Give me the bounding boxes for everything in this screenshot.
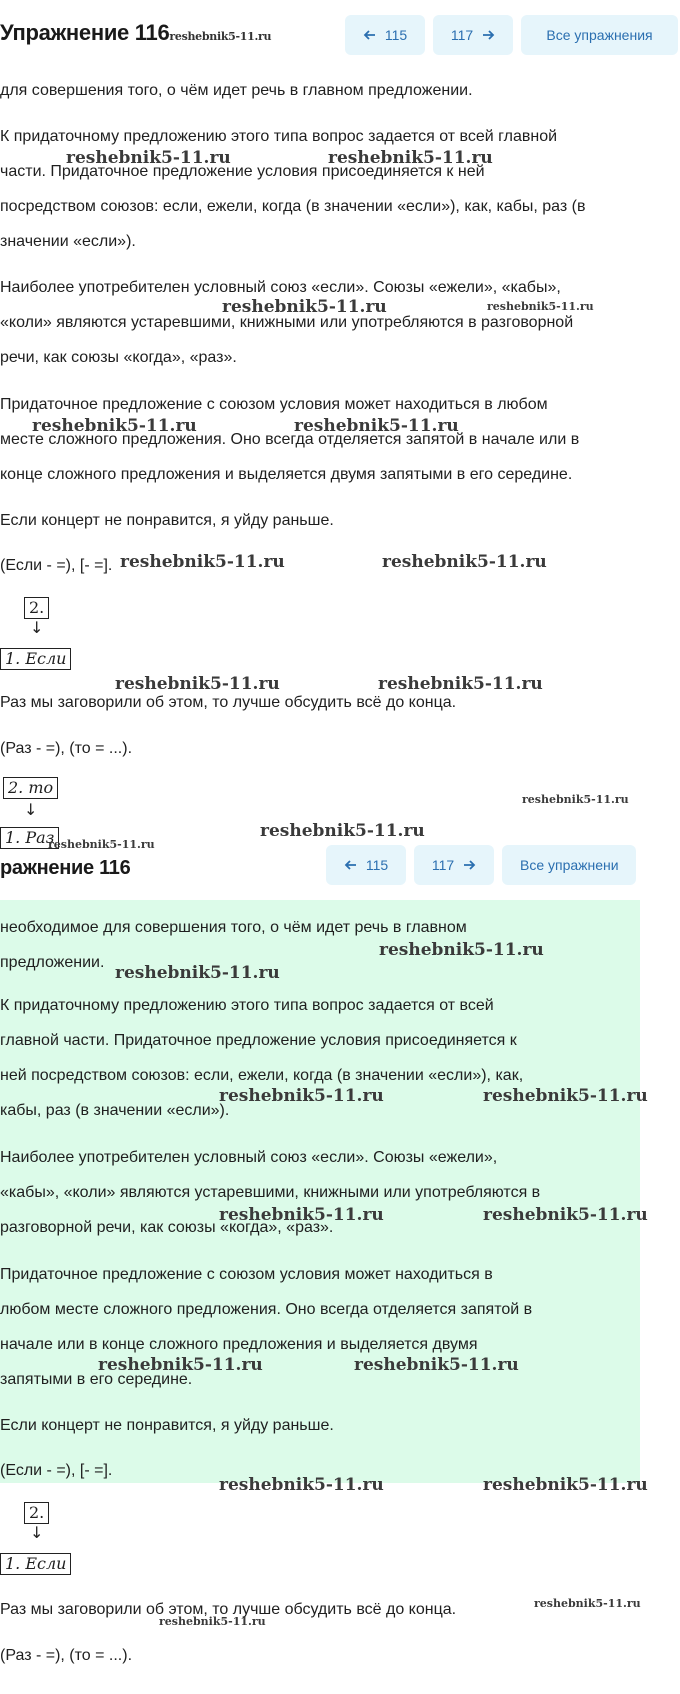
watermark: reshebnik5-11.ru [483,1086,648,1106]
schema-arrow-icon: ↓ [30,1523,44,1542]
watermark: reshebnik5-11.ru [378,674,543,694]
prev-exercise-button[interactable] [345,15,425,55]
example-scheme: (Если - =), [- =]. [0,557,113,574]
next-exercise-label: 117 [450,27,474,43]
example-sentence: Раз мы заговорили об этом, то лучше обсудить всё до конца. [0,1601,457,1618]
watermark: reshebnik5-11.ru [483,1475,648,1495]
arrow-left-icon [344,858,358,872]
paragraph-line: конце сложного предложения и выделяется двумя запятыми в его середине. [0,466,573,483]
paragraph-line: ней посредством союзов: если, ежели, когда (в значении «если»), как, [0,1067,524,1084]
schema-main-clause-box: 2. [24,597,49,619]
watermark: reshebnik5-11.ru [379,940,544,960]
paragraph-line: предложении. [0,954,105,971]
watermark: reshebnik5-11.ru [48,838,155,851]
paragraph-line: любом месте сложного предложения. Оно всегда отделяется запятой в [0,1301,533,1318]
paragraph-line: кабы, раз (в значении «если»). [0,1102,230,1119]
watermark: reshebnik5-11.ru [487,300,594,313]
paragraph-line: Придаточное предложение с союзом условия может находиться в любом [0,396,548,413]
all-exercises-label: Все упражнения [546,27,653,43]
watermark: reshebnik5-11.ru [222,297,387,317]
watermark: reshebnik5-11.ru [219,1205,384,1225]
paragraph-line: необходимое для совершения того, о чём идет речь в главном [0,919,467,936]
watermark: reshebnik5-11.ru [522,793,629,806]
prev-exercise-button[interactable] [326,845,406,885]
example-sentence: Если концерт не понравится, я уйду раньше. [0,512,334,529]
next-exercise-button[interactable] [433,15,513,55]
watermark: reshebnik5-11.ru [115,963,280,983]
page-title [0,20,271,46]
example-scheme: (Раз - =), (то = ...). [0,1647,133,1664]
watermark: reshebnik5-11.ru [382,552,547,572]
paragraph-line: части. Придаточное предложение условия присоединяется к ней [0,163,485,180]
example-scheme: (Если - =), [- =]. [0,1462,113,1479]
watermark: reshebnik5-11.ru [219,1475,384,1495]
schema-sub-clause-box: 1. Если [0,648,71,670]
watermark: reshebnik5-11.ru [98,1355,263,1375]
page-title: ражнение 116 [0,857,131,879]
prev-exercise-label: 115 [365,857,389,873]
watermark: reshebnik5-11.ru [483,1205,648,1225]
page-title-text: Упражнение 116 [0,20,170,45]
paragraph-line: начале или в конце сложного предложения и выделяется двумя [0,1336,478,1353]
paragraph-line: значении «если»). [0,233,136,250]
paragraph-line: Придаточное предложение с союзом условия может находиться в [0,1266,493,1283]
paragraph-line: «кабы», «коли» являются устаревшими, книжными или употребляются в [0,1184,541,1201]
arrow-right-icon [462,858,476,872]
watermark: reshebnik5-11.ru [260,821,425,841]
watermark: reshebnik5-11.ru [219,1086,384,1106]
watermark: reshebnik5-11.ru [115,674,280,694]
next-exercise-button[interactable] [414,845,494,885]
schema-main-clause-box: 2. [24,1502,49,1524]
watermark: reshebnik5-11.ru [159,1615,266,1628]
arrow-right-icon [481,28,495,42]
watermark: reshebnik5-11.ru [328,148,493,168]
watermark: reshebnik5-11.ru [120,552,285,572]
watermark: reshebnik5-11.ru [294,416,459,436]
schema-arrow-icon: ↓ [30,618,44,637]
paragraph-line: К придаточному предложению этого типа вопрос задается от всей главной [0,128,558,145]
schema-arrow-icon: ↓ [24,800,38,819]
paragraph-line: разговорной речи, как союзы «когда», «раз». [0,1219,334,1236]
schema-sub-clause-box: 1. Если [0,1553,71,1575]
paragraph-line: главной части. Придаточное предложение условия присоединяется к [0,1032,517,1049]
all-exercises-button[interactable] [502,845,636,885]
example-sentence: Если концерт не понравится, я уйду раньше. [0,1417,334,1434]
arrow-left-icon [363,28,377,42]
paragraph-line: запятыми в его середине. [0,1371,193,1388]
paragraph-line: Наиболее употребителен условный союз «если». Союзы «ежели», «кабы», [0,279,561,296]
example-sentence: Раз мы заговорили об этом, то лучше обсудить всё до конца. [0,694,457,711]
paragraph-line: Наиболее употребителен условный союз «если». Союзы «ежели», [0,1149,498,1166]
watermark: reshebnik5-11.ru [32,416,197,436]
schema-sub-clause-box: 1. Раз [0,827,59,849]
paragraph-line: речи, как союзы «когда», «раз». [0,349,237,366]
paragraph-line: месте сложного предложения. Оно всегда отделяется запятой в начале или в [0,431,580,448]
watermark: reshebnik5-11.ru [354,1355,519,1375]
paragraph-line: К придаточному предложению этого типа вопрос задается от всей [0,997,494,1014]
watermark: reshebnik5-11.ru [66,148,231,168]
all-exercises-label: Все упражнени [520,857,619,873]
paragraph-line: посредством союзов: если, ежели, когда (в значении «если»), как, кабы, раз (в [0,198,586,215]
watermark: reshebnik5-11.ru [534,1597,641,1610]
paragraph-line: для совершения того, о чём идет речь в главном предложении. [0,82,473,99]
schema-main-clause-box: 2. то [3,777,58,799]
paragraph-line: «коли» являются устаревшими, книжными или употребляются в разговорной [0,314,574,331]
next-exercise-label: 117 [431,857,455,873]
example-scheme: (Раз - =), (то = ...). [0,740,133,757]
title-watermark: reshebnik5-11.ru [169,30,272,43]
prev-exercise-label: 115 [384,27,408,43]
all-exercises-button[interactable] [521,15,678,55]
